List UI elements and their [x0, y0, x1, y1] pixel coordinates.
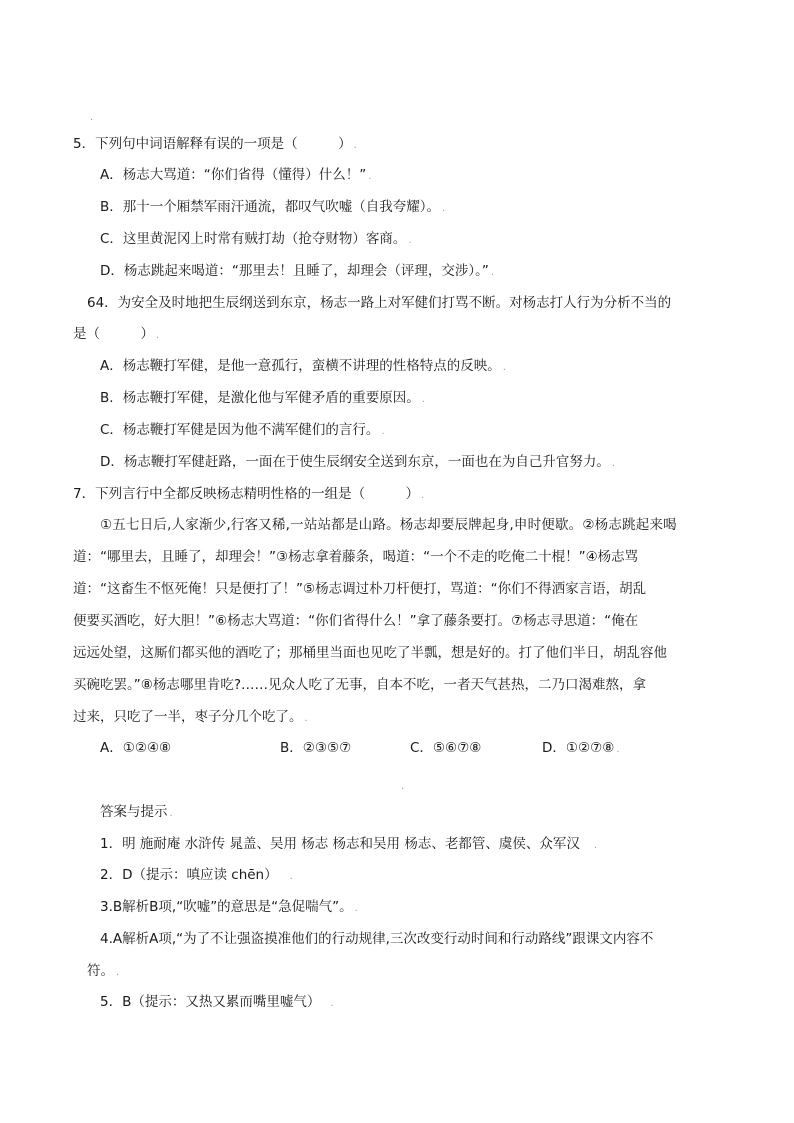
- q6-option-a: A．杨志鞭打军健，是他一意孤行，蛮横不讲理的性格特点的反映。 .: [100, 358, 506, 374]
- q7-passage-line: 道：“哪里去，且睡了，却理会！”③杨志拿着藤条，喝道：“一个不走的吃俺二十棍！”④杨志骂: [73, 549, 639, 565]
- q5-option-a: A．杨志大骂道：“你们省得（懂得）什么！” .: [100, 167, 372, 183]
- q7-option-d: D．①②⑦⑧ .: [542, 740, 620, 756]
- q7-passage-line: 买碗吃罢。”⑧杨志哪里肯吃?……见众人吃了无事，自本不吃，一者天气甚热，二乃口渴难熬，拿: [73, 677, 647, 693]
- answer-2: 2．D（提示：嗔应读 chēn） .: [100, 867, 293, 883]
- q7-passage-line: ①五七日后,人家渐少,行客又稀,一站站都是山路。杨志却要辰牌起身,申时便歇。②杨志跳起来喝: [100, 517, 677, 533]
- q7-passage-line: 道：“这畜生不怄死俺！只是便打了！”⑤杨志调过朴刀杆便打，骂道：“你们不得洒家言语，胡乱: [73, 581, 647, 597]
- answer-5: 5．B（提示：又热又累而嘴里嘘气） .: [100, 994, 334, 1010]
- answer-3: 3.B解析B项,“吹嘘”的意思是“急促喘气”。 .: [100, 899, 358, 915]
- q5-option-b: B．那十一个厢禁军雨汗通流，都叹气吹嘘（自我夸耀）。 .: [100, 199, 446, 215]
- stray-mark: .: [90, 112, 94, 123]
- answers-heading: 答案与提示 .: [100, 804, 173, 820]
- q7-stem: 7．下列言行中全都反映杨志精明性格的一组是（ ） .: [73, 486, 425, 502]
- answer-4-line2: 符。 .: [87, 963, 120, 979]
- q5-option-d: D．杨志跳起来喝道：“那里去！且睡了，却理会（评理，交涉）。” .: [100, 263, 495, 279]
- q5-stem: 5．下列句中词语解释有误的一项是（ ） .: [73, 136, 357, 152]
- answer-4-line1: 4.A解析A项,“为了不让强盗摸准他们的行动规律,三次改变行动时间和行动路线”跟课文内容不: [100, 931, 654, 947]
- q6-stem-line1: 64．为安全及时地把生辰纲送到东京，杨志一路上对军健们打骂不断。对杨志打人行为分析不当的: [87, 295, 672, 311]
- q7-passage-line: 便要买酒吃，好大胆！”⑥杨志大骂道：“你们省得什么！”拿了藤条要打。⑦杨志寻思道：“俺在: [73, 613, 639, 629]
- section-separator-mark: .: [401, 781, 405, 792]
- q5-option-c: C．这里黄泥冈上时常有贼打劫（抢夺财物）客商。 .: [100, 231, 412, 247]
- q6-option-b: B．杨志鞭打军健，是激化他与军健矛盾的重要原因。 .: [100, 390, 425, 406]
- q7-option-c: C．⑤⑥⑦⑧: [410, 740, 482, 756]
- q6-option-c: C．杨志鞭打军健是因为他不满军健们的言行。 .: [100, 422, 385, 438]
- q7-passage-line: 过来，只吃了一半，枣子分几个吃了。 .: [73, 709, 308, 725]
- q7-option-a: A．①②④⑧: [100, 740, 172, 756]
- q6-stem-line2: 是（ ） .: [73, 326, 160, 342]
- q7-option-b: B．②③⑤⑦: [280, 740, 352, 756]
- answer-1: 1．明 施耐庵 水浒传 晁盖、吴用 杨志 杨志和吴用 杨志、老都管、虞侯、众军汉 .: [100, 836, 598, 852]
- q7-passage-line: 远远处望，这厮们都买他的酒吃了；那桶里当面也见吃了半瓢，想是好的。打了他们半日，胡乱容他: [73, 645, 667, 661]
- q6-option-d: D．杨志鞭打军健赶路，一面在于使生辰纲安全送到东京，一面也在为自己升官努力。 .: [100, 454, 616, 470]
